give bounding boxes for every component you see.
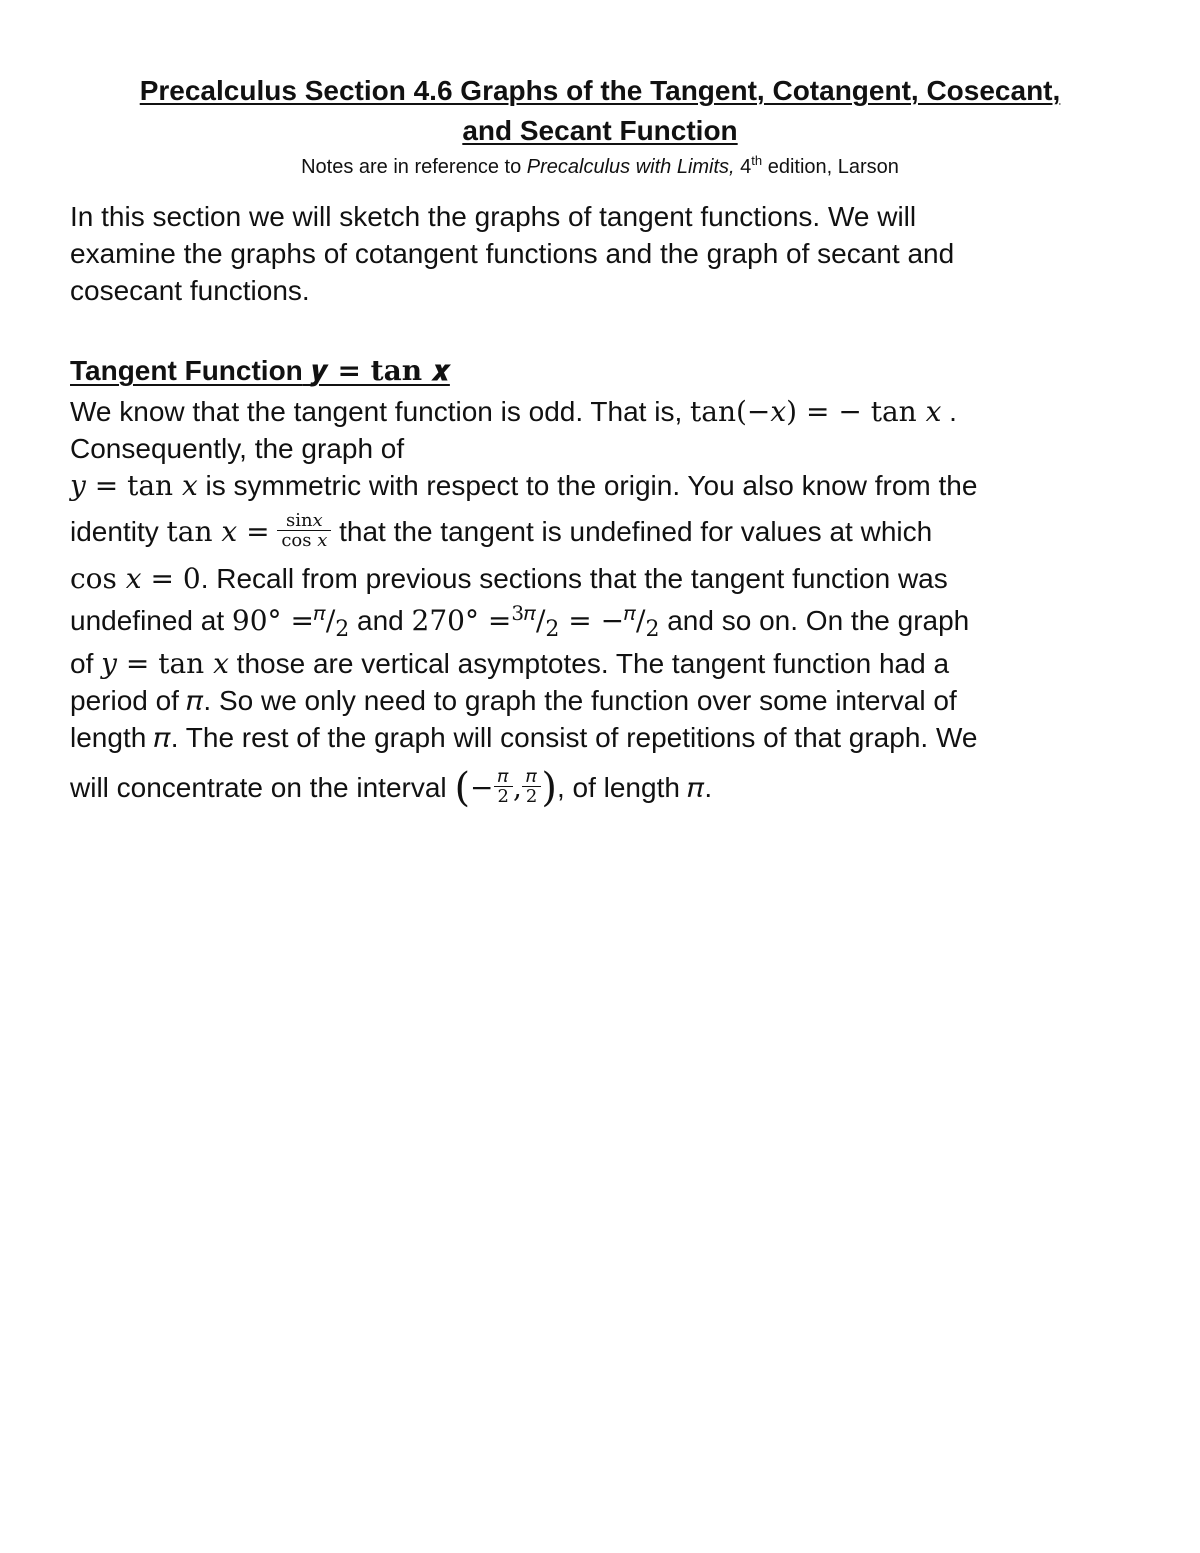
- minus-sign: −: [470, 771, 494, 804]
- degree-math: 270° =: [411, 604, 512, 637]
- pi-over-2-fraction: [624, 602, 659, 642]
- body-text: . So we only need to graph the function over some interval of: [203, 685, 957, 716]
- left-paren: (: [454, 765, 471, 811]
- body-text: that the tangent is undefined for values at which: [331, 516, 933, 547]
- body-text: .: [704, 772, 713, 803]
- fraction-denominator: 2: [545, 617, 560, 642]
- body-text: length: [70, 722, 155, 753]
- reference-suffix: edition, Larson: [762, 156, 899, 178]
- body-text: is symmetric with respect to the origin. You also know from the: [197, 470, 978, 501]
- body-line-9: [70, 719, 977, 756]
- degree-math: 90° =: [231, 604, 314, 637]
- fraction-numerator: 𝜋: [522, 768, 541, 787]
- body-text: Consequently, the graph of: [70, 433, 405, 464]
- body-line-3: [70, 467, 977, 504]
- comma: ,: [512, 771, 522, 804]
- reference-book-title: Precalculus with Limits,: [526, 156, 735, 178]
- fraction-slash: /: [325, 604, 336, 637]
- fraction-numerator: 𝜋: [313, 601, 326, 625]
- pi-over-2-fraction: [522, 768, 541, 807]
- fraction-slash: /: [535, 604, 546, 637]
- pi-over-2-fraction: [494, 768, 513, 807]
- body-text: of: [70, 648, 102, 679]
- pi-over-2-fraction: [314, 602, 349, 642]
- section-heading-math: 𝒚 = 𝐭𝐚𝐧 𝒙: [310, 354, 450, 387]
- pi-symbol: 𝜋: [154, 721, 171, 754]
- tan-equation-math: 𝑦 = tan 𝑥: [101, 647, 229, 680]
- body-text: those are vertical asymptotes. The tangent function had a: [228, 648, 950, 679]
- fraction-denominator: 2: [525, 786, 538, 808]
- reference-prefix: Notes are in reference to: [301, 156, 527, 178]
- fraction-denominator: 2: [497, 786, 509, 808]
- body-line-10: [70, 758, 712, 810]
- pi-symbol: 𝜋: [186, 684, 204, 717]
- body-text: . The rest of the graph will consist of repetitions of that graph. We: [170, 722, 978, 753]
- tan-equation-math: 𝑦 = tan 𝑥: [70, 469, 198, 502]
- body-line-6: [70, 601, 970, 642]
- right-paren: ): [541, 765, 557, 811]
- section-heading: [70, 352, 450, 389]
- body-text: will concentrate on the interval: [70, 772, 455, 803]
- body-line-7: [70, 645, 949, 682]
- reference-note: [60, 154, 1140, 180]
- body-text: . Recall from previous sections that the tangent function was: [200, 563, 948, 594]
- reference-edition-number: 4: [734, 156, 752, 178]
- fraction-slash: /: [636, 604, 646, 637]
- pi-symbol: 𝜋: [687, 771, 705, 804]
- identity-math: tan 𝑥 =: [166, 515, 270, 548]
- intro-line-3: cosecant functions.: [70, 275, 310, 306]
- body-text: identity: [70, 516, 167, 547]
- body-text: undefined at: [70, 605, 232, 636]
- body-line-8: [70, 682, 957, 719]
- fraction-denominator: 2: [335, 617, 350, 642]
- section-heading-text: Tangent Function: [70, 355, 303, 386]
- intro-line-1: In this section we will sketch the graphs of tangent functions. We will: [70, 201, 917, 232]
- cos-zero-math: cos 𝑥 = 0: [70, 562, 201, 595]
- body-text: We know that the tangent function is odd. That is,: [70, 396, 691, 427]
- body-line-5: [70, 560, 948, 597]
- page-title-line-2: and Secant Function: [462, 115, 738, 146]
- sin-over-cos-fraction: [277, 512, 331, 551]
- intro-line-2: examine the graphs of cotangent functions and the graph of secant and: [70, 238, 955, 269]
- reference-edition-superscript: th: [751, 153, 763, 168]
- three-pi-over-2-fraction: [511, 602, 559, 642]
- odd-identity-math: tan(−𝑥) = − tan 𝑥: [690, 395, 942, 428]
- page-title-line-1: Precalculus Section 4.6 Graphs of the Tangent, Cotangent, Cosecant,: [139, 75, 1061, 106]
- fraction-numerator: 𝜋: [494, 768, 513, 787]
- body-line-4: [70, 508, 932, 556]
- body-text: period of: [70, 685, 187, 716]
- body-line-1: [70, 393, 957, 430]
- body-text: , of length: [556, 772, 688, 803]
- body-text: .: [941, 396, 957, 427]
- body-text: and: [349, 605, 412, 636]
- fraction-denominator: cos 𝑥: [281, 530, 328, 552]
- body-text: and so on. On the graph: [659, 605, 970, 636]
- equals-minus-math: = −: [559, 604, 625, 637]
- fraction-numerator: 3𝜋: [511, 601, 536, 625]
- fraction-denominator: 2: [645, 617, 660, 642]
- body-line-2: [70, 430, 404, 467]
- fraction-numerator: sin𝑥: [277, 512, 331, 531]
- fraction-numerator: 𝜋: [624, 601, 637, 625]
